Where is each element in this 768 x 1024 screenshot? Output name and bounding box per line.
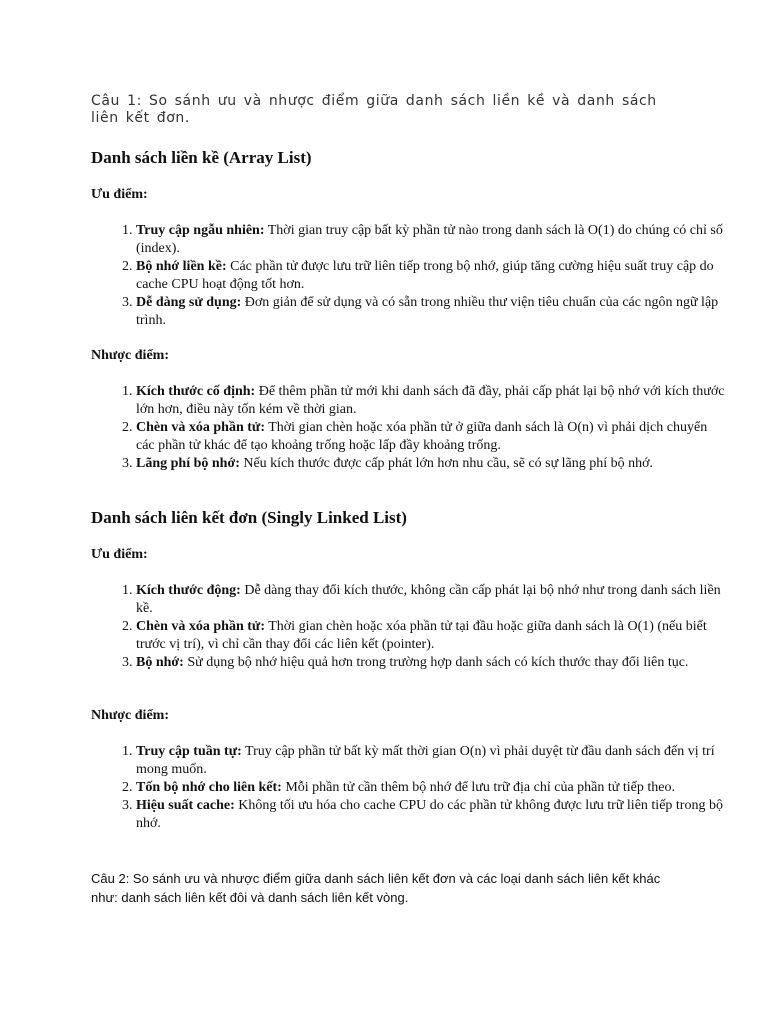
item-text: Nếu kích thước được cấp phát lớn hơn nhu cầu, sẽ có sự lãng phí bộ nhớ. [239, 456, 654, 471]
item-text: Dễ dàng thay đổi kích thước, không cần cấp phát lại bộ nhớ như trong danh sách liền kề. [136, 583, 721, 616]
list-item [136, 258, 726, 294]
question-1: Câu 1: So sánh ưu và nhược điểm giữa danh sách liền kề và danh sách liên kết đơn. [91, 93, 657, 126]
list-item [136, 654, 726, 672]
item-term: Kích thước động: [136, 583, 241, 598]
array-list-pros-heading: Ưu điểm: [91, 187, 148, 202]
item-term: Dễ dàng sử dụng: [136, 295, 242, 310]
item-text: Để thêm phần tử mới khi danh sách đã đầy, phải cấp phát lại bộ nhớ với kích thước lớn hơn, điều này tốn kém về thời gian. [136, 384, 725, 417]
list-item [136, 455, 726, 473]
item-text: Thời gian chèn hoặc xóa phần tử tại đầu hoặc giữa danh sách là O(1) (nếu biết trước vị trí), vì chỉ cần thay đổi các liên kết (pointer). [136, 619, 707, 652]
item-text: Thời gian truy cập bất kỳ phần tử nào trong danh sách là O(1) do chúng có chỉ số (index). [136, 223, 723, 256]
list-item [136, 797, 726, 833]
list-item [136, 383, 726, 419]
item-term: Hiệu suất cache: [136, 798, 235, 813]
item-text: Thời gian chèn hoặc xóa phần tử ở giữa danh sách là O(n) vì phải dịch chuyển các phần tử khác để tạo khoảng trống hoặc lấp đầy khoảng trống. [136, 420, 708, 453]
list-item [136, 294, 726, 330]
item-text: Sử dụng bộ nhớ hiệu quả hơn trong trường hợp danh sách có kích thước thay đổi liên tục. [183, 655, 689, 670]
item-term: Bộ nhớ: [136, 655, 184, 670]
linked-list-pros-heading: Ưu điểm: [91, 547, 148, 562]
linked-list-cons-list [91, 743, 726, 833]
item-term: Tốn bộ nhớ cho liên kết: [136, 780, 282, 795]
list-item [136, 582, 726, 618]
item-term: Bộ nhớ liền kề: [136, 259, 227, 274]
list-item [136, 743, 726, 779]
item-term: Chèn và xóa phần tử: [136, 619, 265, 634]
linked-list-cons-heading: Nhược điểm: [91, 708, 169, 723]
array-list-cons-list [91, 383, 726, 473]
item-text: Các phần tử được lưu trữ liên tiếp trong bộ nhớ, giúp tăng cường hiệu suất truy cập do cache CPU hoạt động tốt hơn. [136, 259, 714, 292]
array-list-pros-list [91, 222, 726, 330]
item-text: Truy cập phần tử bất kỳ mất thời gian O(n) vì phải duyệt từ đầu danh sách đến vị trí mong muốn. [136, 744, 715, 777]
item-text: Mỗi phần tử cần thêm bộ nhớ để lưu trữ địa chỉ của phần tử tiếp theo. [281, 780, 675, 795]
list-item [136, 222, 726, 258]
item-term: Chèn và xóa phần tử: [136, 420, 265, 435]
list-item [136, 419, 726, 455]
item-term: Truy cập tuần tự: [136, 744, 242, 759]
item-term: Lãng phí bộ nhớ: [136, 456, 240, 471]
list-item [136, 618, 726, 654]
item-text: Không tối ưu hóa cho cache CPU do các phần tử không được lưu trữ liên tiếp trong bộ nhớ. [136, 798, 723, 831]
question-2: Câu 2: So sánh ưu và nhược điểm giữa danh sách liên kết đơn và các loại danh sách liên kết khác như: danh sách liên kết đôi và danh sách liên kết vòng. [91, 871, 661, 905]
linked-list-pros-list [91, 582, 726, 672]
array-list-title: Danh sách liền kề (Array List) [91, 148, 312, 167]
linked-list-title: Danh sách liên kết đơn (Singly Linked List) [91, 508, 407, 527]
item-term: Kích thước cố định: [136, 384, 256, 399]
item-term: Truy cập ngẫu nhiên: [136, 223, 265, 238]
list-item [136, 779, 726, 797]
item-text: Đơn giản để sử dụng và có sẵn trong nhiều thư viện tiêu chuẩn của các ngôn ngữ lập trình. [136, 295, 719, 328]
array-list-cons-heading: Nhược điểm: [91, 348, 169, 363]
